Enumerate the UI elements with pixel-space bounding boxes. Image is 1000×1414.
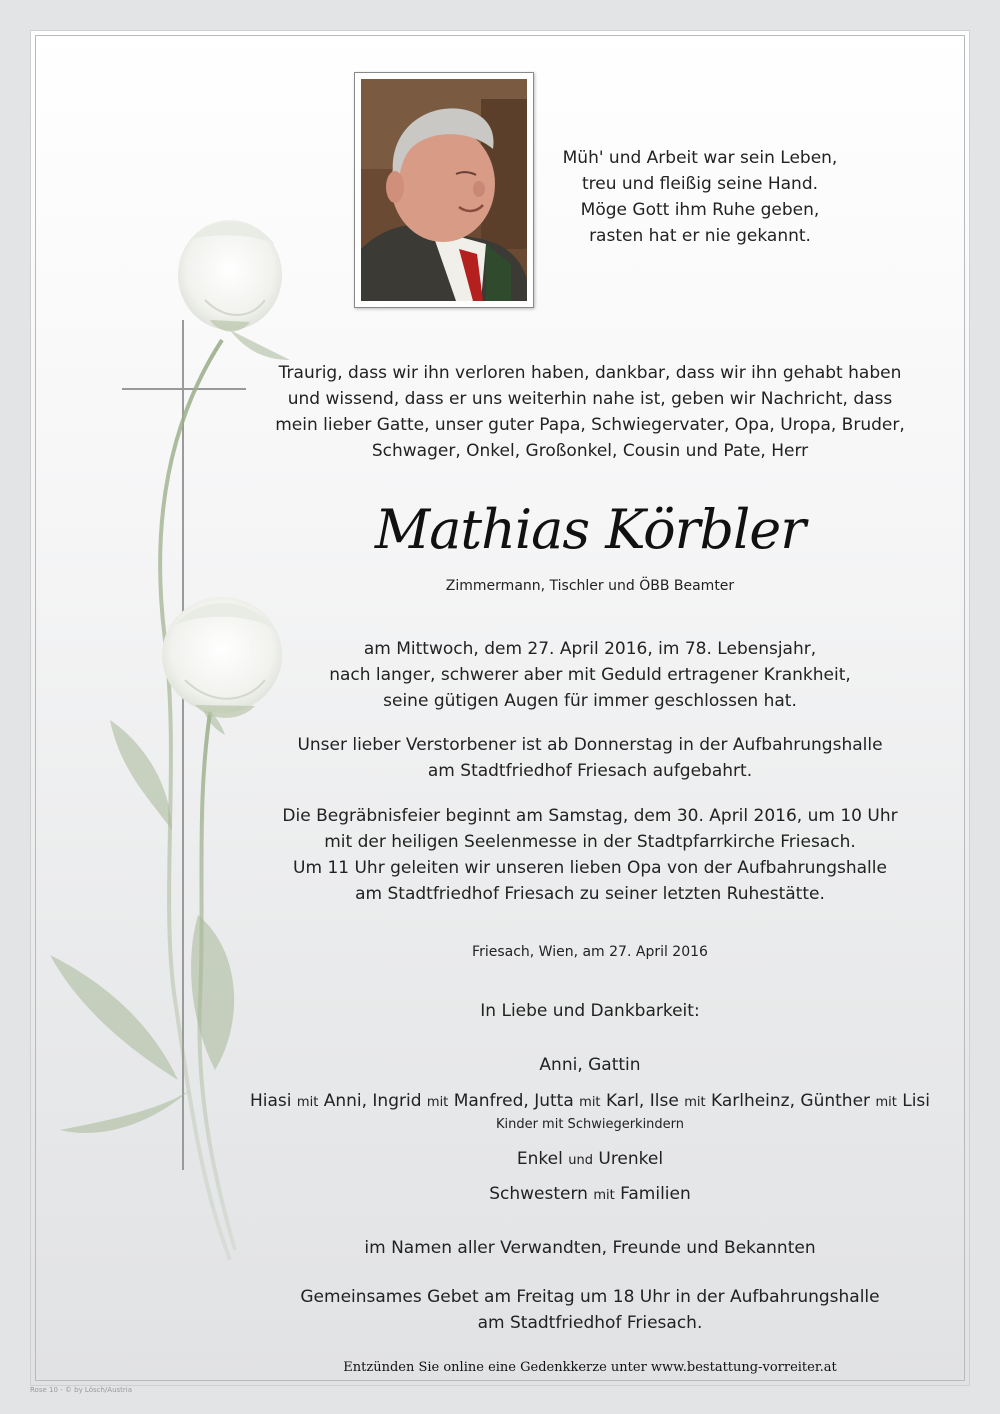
deceased-name: Mathias Körbler <box>374 498 806 561</box>
laying-out-line: am Stadtfriedhof Friesach aufgebahrt. <box>427 761 753 781</box>
passing-line: nach langer, schwerer aber mit Geduld ertragener Krankheit, <box>329 665 851 685</box>
funeral-line: am Stadtfriedhof Friesach zu seiner letzten Ruhestätte. <box>355 884 825 904</box>
child-name: Karl, Ilse <box>605 1091 679 1111</box>
portrait-photo <box>361 79 527 301</box>
verse-line: Müh' und Arbeit war sein Leben, <box>562 148 838 168</box>
funeral-paragraph <box>270 803 910 907</box>
laying-out-line: Unser lieber Verstorbener ist ab Donnerstag in der Aufbahrungshalle <box>297 735 883 755</box>
child-name: Manfred, Jutta <box>453 1091 574 1111</box>
funeral-line: Die Begräbnisfeier beginnt am Samstag, dem 30. April 2016, um 10 Uhr <box>282 806 898 826</box>
memorial-verse <box>560 145 840 249</box>
deceased-occupation: Zimmermann, Tischler und ÖBB Beamter <box>445 578 735 594</box>
intro-line: mein lieber Gatte, unser guter Papa, Schwiegervater, Opa, Uropa, Bruder, <box>275 415 905 435</box>
child-name: Anni, Ingrid <box>323 1091 422 1111</box>
passing-paragraph <box>270 636 910 714</box>
rose-top-icon <box>178 220 282 332</box>
sisters-word: Schwestern <box>489 1184 588 1204</box>
child-name: Karlheinz, Günther <box>710 1091 871 1111</box>
portrait-frame <box>354 72 534 308</box>
verse-line: treu und fleißig seine Hand. <box>581 174 819 194</box>
mit-word: mit <box>296 1095 319 1110</box>
intro-paragraph <box>270 360 910 464</box>
laying-out-paragraph <box>270 732 910 784</box>
rose-stems <box>160 340 235 1260</box>
mit-word: mit <box>875 1095 897 1110</box>
children-label: Kinder mit Schwiegerkindern <box>495 1117 685 1132</box>
love-line: In Liebe und Dankbarkeit: <box>480 1001 700 1021</box>
great-grandchildren-word: Urenkel <box>598 1149 664 1169</box>
image-credit: Rose 10 - © by Lösch/Austria <box>30 1386 133 1394</box>
mourner-siblings <box>340 1181 840 1209</box>
child-name: Lisi <box>902 1091 930 1111</box>
mit-word: mit <box>579 1095 601 1110</box>
place-date: Friesach, Wien, am 27. April 2016 <box>472 944 708 960</box>
online-candle-note: Entzünden Sie online eine Gedenkkerze unter www.bestattung-vorreiter.at <box>343 1360 837 1375</box>
mit-word: mit <box>593 1188 615 1203</box>
mit-word: mit <box>426 1095 449 1110</box>
mourner-spouse: Anni, Gattin <box>539 1055 641 1075</box>
passing-line: seine gütigen Augen für immer geschlossen hat. <box>383 691 797 711</box>
families-word: Familien <box>620 1184 691 1204</box>
intro-line: Traurig, dass wir ihn verloren haben, dankbar, dass wir ihn gehabt haben <box>278 363 902 383</box>
intro-line: und wissend, dass er uns weiterhin nahe ist, geben wir Nachricht, dass <box>287 389 893 409</box>
funeral-line: mit der heiligen Seelenmesse in der Stadtpfarrkirche Friesach. <box>324 832 856 852</box>
mourner-grandchildren <box>340 1146 840 1174</box>
mit-word: mit <box>684 1095 706 1110</box>
verse-line: Möge Gott ihm Ruhe geben, <box>580 200 820 220</box>
rose-bottom-icon <box>162 597 282 718</box>
verse-line: rasten hat er nie gekannt. <box>589 226 811 246</box>
grandchildren-word: Enkel <box>516 1149 563 1169</box>
child-name: Hiasi <box>250 1091 292 1111</box>
funeral-line: Um 11 Uhr geleiten wir unseren lieben Opa von der Aufbahrungshalle <box>293 858 887 878</box>
passing-line: am Mittwoch, dem 27. April 2016, im 78. Lebensjahr, <box>363 639 817 659</box>
und-word: und <box>568 1153 593 1168</box>
intro-line: Schwager, Onkel, Großonkel, Cousin und Pate, Herr <box>371 441 809 461</box>
prayer-line: am Stadtfriedhof Friesach. <box>477 1313 703 1333</box>
prayer-paragraph <box>270 1284 910 1336</box>
relatives-line: im Namen aller Verwandten, Freunde und Bekannten <box>364 1238 816 1258</box>
prayer-line: Gemeinsames Gebet am Freitag um 18 Uhr in der Aufbahrungshalle <box>300 1287 880 1307</box>
mourner-children <box>240 1088 940 1116</box>
